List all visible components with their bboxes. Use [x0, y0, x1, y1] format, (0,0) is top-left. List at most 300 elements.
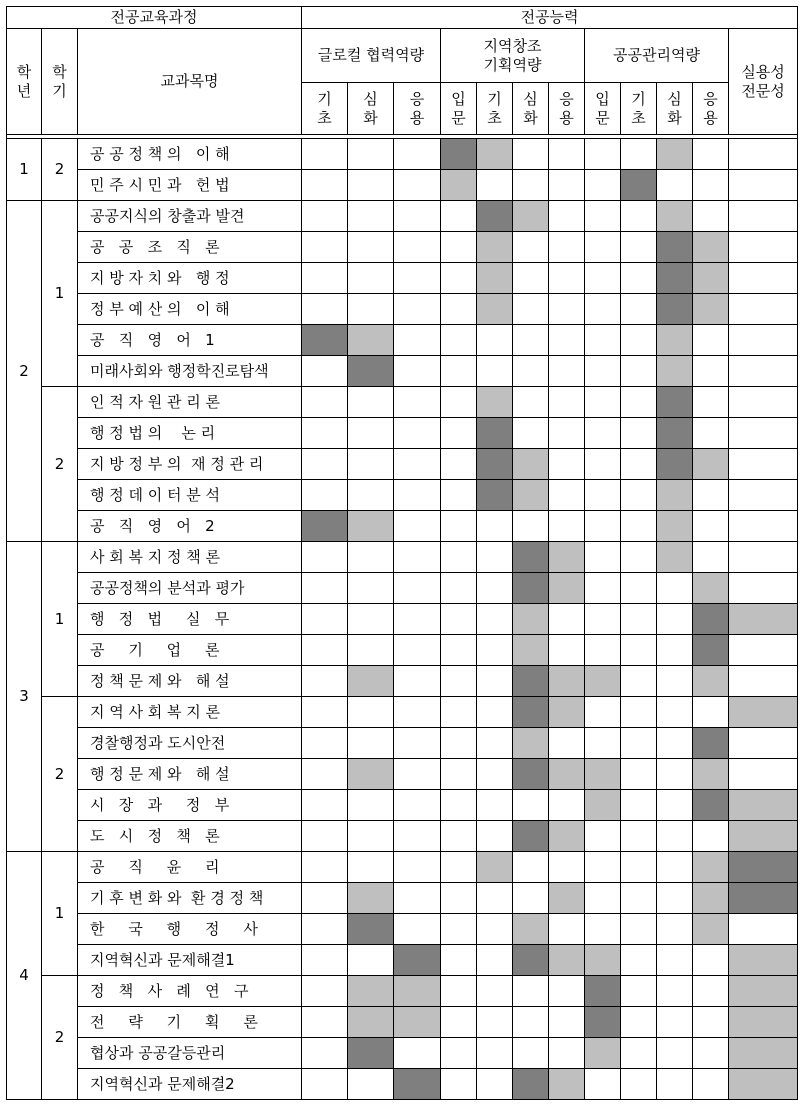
- competency-cell-empty: [477, 976, 513, 1007]
- competency-cell-empty: [549, 294, 585, 325]
- competency-cell-moderate: [693, 883, 729, 914]
- curriculum-header: 전공교육과정: [7, 7, 302, 29]
- competency-cell-strong: [513, 759, 549, 790]
- competency-cell-empty: [302, 852, 348, 883]
- practical-expertise-header: 실용성 전문성: [729, 29, 798, 135]
- course-name: 미래사회와 행정학진로탐색: [78, 356, 302, 387]
- competency-cell-empty: [693, 945, 729, 976]
- competency-cell-strong: [394, 945, 441, 976]
- competency-cell-empty: [302, 697, 348, 728]
- competency-cell-strong: [477, 480, 513, 511]
- competency-cell-empty: [693, 418, 729, 449]
- competency-cell-empty: [513, 418, 549, 449]
- competency-cell-empty: [621, 821, 657, 852]
- competency-cell-empty: [348, 790, 394, 821]
- competency-cell-empty: [441, 232, 477, 263]
- competency-cell-empty: [549, 201, 585, 232]
- competency-cell-empty: [394, 1038, 441, 1069]
- competency-cell-empty: [693, 821, 729, 852]
- course-name: 공공지식의 창출과 발견: [78, 201, 302, 232]
- competency-cell-empty: [621, 635, 657, 666]
- level-header-char: 문: [595, 108, 610, 127]
- year-cell: 3: [7, 542, 42, 852]
- course-name: 전 략 기 획 론: [78, 1007, 302, 1038]
- competency-cell-empty: [441, 759, 477, 790]
- competency-cell-empty: [477, 511, 513, 542]
- competency-cell-moderate: [585, 666, 621, 697]
- competency-cell-empty: [549, 1007, 585, 1038]
- competency-cell-empty: [729, 511, 798, 542]
- competency-cell-empty: [441, 449, 477, 480]
- competency-cell-empty: [394, 387, 441, 418]
- competency-cell-empty: [693, 511, 729, 542]
- competency-cell-empty: [441, 356, 477, 387]
- competency-cell-empty: [302, 1069, 348, 1100]
- competency-cell-empty: [657, 883, 693, 914]
- course-name: 민 주 시 민 과 헌 법: [78, 170, 302, 201]
- competency-cell-empty: [302, 263, 348, 294]
- semester-cell: 2: [42, 387, 78, 542]
- competency-cell-empty: [302, 542, 348, 573]
- regional-planning-header: 지역창조 기획역량: [441, 29, 585, 83]
- competency-cell-empty: [621, 201, 657, 232]
- competency-cell-empty: [657, 852, 693, 883]
- competency-cell-empty: [302, 790, 348, 821]
- level-header-char: 입: [451, 89, 466, 108]
- competency-cell-empty: [477, 1038, 513, 1069]
- competency-cell-empty: [441, 728, 477, 759]
- competency-cell-strong: [441, 139, 477, 170]
- course-row: [7, 697, 798, 728]
- competency-cell-empty: [657, 914, 693, 945]
- level-header-glocal-3: [394, 83, 441, 135]
- competency-cell-empty: [513, 1007, 549, 1038]
- competency-cell-empty: [513, 387, 549, 418]
- competency-cell-moderate: [394, 1007, 441, 1038]
- competency-cell-moderate: [477, 294, 513, 325]
- competency-cell-empty: [657, 976, 693, 1007]
- competency-cell-empty: [657, 759, 693, 790]
- competency-cell-moderate: [348, 666, 394, 697]
- competency-cell-empty: [513, 263, 549, 294]
- level-header-char: 심: [363, 89, 378, 108]
- competency-cell-empty: [394, 232, 441, 263]
- competency-cell-empty: [585, 573, 621, 604]
- competency-cell-strong: [693, 604, 729, 635]
- competency-cell-moderate: [513, 728, 549, 759]
- level-header-char: 심: [667, 89, 682, 108]
- competency-cell-empty: [394, 697, 441, 728]
- competency-cell-moderate: [477, 263, 513, 294]
- year-cell: 1: [7, 139, 42, 201]
- course-row: [7, 480, 798, 511]
- competency-cell-empty: [348, 945, 394, 976]
- competency-cell-empty: [585, 356, 621, 387]
- competency-cell-empty: [693, 139, 729, 170]
- competency-cell-empty: [441, 387, 477, 418]
- competency-cell-empty: [513, 852, 549, 883]
- competency-cell-empty: [585, 852, 621, 883]
- competency-cell-empty: [729, 263, 798, 294]
- competency-cell-empty: [348, 1069, 394, 1100]
- competency-cell-empty: [348, 170, 394, 201]
- course-row: [7, 294, 798, 325]
- competency-cell-moderate: [549, 759, 585, 790]
- competency-cell-empty: [621, 914, 657, 945]
- competency-cell-empty: [657, 1007, 693, 1038]
- course-row: [7, 232, 798, 263]
- course-row: [7, 883, 798, 914]
- competency-cell-empty: [302, 1038, 348, 1069]
- competency-cell-empty: [513, 325, 549, 356]
- competency-cell-empty: [348, 480, 394, 511]
- competency-cell-empty: [302, 387, 348, 418]
- competency-cell-empty: [302, 821, 348, 852]
- competency-cell-moderate: [693, 573, 729, 604]
- competency-cell-moderate: [585, 790, 621, 821]
- competency-cell-empty: [513, 976, 549, 1007]
- course-row: [7, 759, 798, 790]
- competency-cell-empty: [549, 914, 585, 945]
- competency-cell-empty: [441, 480, 477, 511]
- course-name: 한 국 행 정 사: [78, 914, 302, 945]
- competency-cell-empty: [585, 170, 621, 201]
- competency-cell-empty: [394, 201, 441, 232]
- competency-cell-empty: [477, 573, 513, 604]
- competency-cell-empty: [302, 232, 348, 263]
- course-row: [7, 790, 798, 821]
- competency-cell-moderate: [729, 790, 798, 821]
- competency-cell-empty: [621, 294, 657, 325]
- level-header-char: 용: [559, 108, 574, 127]
- competency-cell-empty: [549, 1038, 585, 1069]
- competency-cell-moderate: [513, 201, 549, 232]
- competency-cell-moderate: [549, 883, 585, 914]
- competency-cell-empty: [394, 883, 441, 914]
- year-cell: 4: [7, 852, 42, 1100]
- competency-cell-empty: [348, 418, 394, 449]
- competency-cell-empty: [394, 728, 441, 759]
- competency-cell-empty: [302, 945, 348, 976]
- competency-cell-empty: [729, 356, 798, 387]
- competency-cell-empty: [302, 914, 348, 945]
- competency-cell-empty: [394, 821, 441, 852]
- competency-cell-empty: [477, 635, 513, 666]
- competency-cell-empty: [729, 139, 798, 170]
- competency-cell-empty: [621, 728, 657, 759]
- competency-cell-empty: [302, 139, 348, 170]
- competency-cell-strong: [729, 852, 798, 883]
- competency-cell-empty: [549, 232, 585, 263]
- competency-cell-empty: [585, 1069, 621, 1100]
- course-row: [7, 542, 798, 573]
- competency-cell-empty: [394, 480, 441, 511]
- course-name: 공 직 영 어 2: [78, 511, 302, 542]
- competency-cell-empty: [302, 449, 348, 480]
- competency-cell-empty: [585, 263, 621, 294]
- competency-cell-empty: [621, 1007, 657, 1038]
- course-row: [7, 325, 798, 356]
- competency-cell-empty: [513, 356, 549, 387]
- competency-cell-empty: [729, 387, 798, 418]
- competency-cell-strong: [585, 1007, 621, 1038]
- level-header-char: 기: [631, 89, 646, 108]
- competency-cell-empty: [585, 604, 621, 635]
- competency-cell-empty: [657, 1069, 693, 1100]
- semester-cell: 2: [42, 139, 78, 201]
- course-row: [7, 573, 798, 604]
- competency-cell-moderate: [729, 821, 798, 852]
- competency-cell-empty: [302, 1007, 348, 1038]
- competency-cell-empty: [513, 511, 549, 542]
- competency-cell-empty: [348, 449, 394, 480]
- competency-cell-empty: [441, 542, 477, 573]
- level-header-glocal-2: [348, 83, 394, 135]
- competency-cell-strong: [657, 418, 693, 449]
- level-header-char: 용: [703, 108, 718, 127]
- competency-cell-empty: [348, 232, 394, 263]
- competency-cell-empty: [621, 697, 657, 728]
- course-name: 공공정책의 분석과 평가: [78, 573, 302, 604]
- competency-cell-empty: [441, 604, 477, 635]
- competency-cell-empty: [729, 232, 798, 263]
- competency-cell-moderate: [585, 945, 621, 976]
- level-header-char: 응: [409, 89, 425, 108]
- competency-cell-strong: [513, 697, 549, 728]
- course-row: [7, 604, 798, 635]
- competency-cell-moderate: [657, 201, 693, 232]
- competency-cell-empty: [657, 790, 693, 821]
- course-row: [7, 914, 798, 945]
- competency-cell-moderate: [549, 573, 585, 604]
- competency-cell-empty: [549, 728, 585, 759]
- course-name: 행 정 법 실 무: [78, 604, 302, 635]
- competency-cell-empty: [348, 697, 394, 728]
- competency-cell-strong: [394, 1069, 441, 1100]
- competency-cell-empty: [348, 201, 394, 232]
- competency-cell-empty: [549, 976, 585, 1007]
- public-management-header: 공공관리역량: [585, 29, 729, 83]
- competency-cell-empty: [302, 976, 348, 1007]
- competency-cell-empty: [348, 263, 394, 294]
- level-header-char: 응: [703, 89, 718, 108]
- competency-cell-empty: [729, 666, 798, 697]
- competency-cell-empty: [621, 1038, 657, 1069]
- competency-cell-empty: [441, 263, 477, 294]
- competency-cell-empty: [621, 666, 657, 697]
- competency-cell-strong: [657, 263, 693, 294]
- competency-cell-moderate: [348, 883, 394, 914]
- competency-cell-empty: [729, 170, 798, 201]
- competency-cell-empty: [441, 945, 477, 976]
- competency-cell-strong: [513, 1069, 549, 1100]
- competency-cell-empty: [585, 139, 621, 170]
- competency-cell-empty: [348, 852, 394, 883]
- competency-cell-strong: [657, 294, 693, 325]
- competency-cell-empty: [394, 356, 441, 387]
- competency-cell-empty: [585, 387, 621, 418]
- course-name: 공 직 윤 리: [78, 852, 302, 883]
- competency-cell-strong: [302, 325, 348, 356]
- competency-cell-strong: [513, 666, 549, 697]
- competency-cell-empty: [693, 387, 729, 418]
- competency-cell-empty: [621, 852, 657, 883]
- competency-cell-empty: [621, 387, 657, 418]
- competency-cell-empty: [549, 170, 585, 201]
- competency-cell-empty: [621, 139, 657, 170]
- competency-cell-strong: [477, 201, 513, 232]
- competency-cell-empty: [657, 573, 693, 604]
- competency-cell-moderate: [693, 294, 729, 325]
- competency-cell-moderate: [693, 914, 729, 945]
- competency-cell-empty: [302, 604, 348, 635]
- competency-cell-empty: [657, 604, 693, 635]
- competency-cell-empty: [441, 635, 477, 666]
- semester-cell: 1: [42, 542, 78, 697]
- competency-cell-empty: [549, 511, 585, 542]
- course-name: 기 후 변 화 와 환 경 정 책: [78, 883, 302, 914]
- course-name: 정 책 문 제 와 해 설: [78, 666, 302, 697]
- course-name: 지 역 사 회 복 지 론: [78, 697, 302, 728]
- competency-cell-empty: [394, 542, 441, 573]
- course-name: 행 정 법 의 논 리: [78, 418, 302, 449]
- competency-cell-empty: [693, 325, 729, 356]
- competency-cell-empty: [585, 914, 621, 945]
- course-name: 지 방 자 치 와 행 정: [78, 263, 302, 294]
- course-name: 지 방 정 부 의 재 정 관 리: [78, 449, 302, 480]
- competency-cell-empty: [549, 604, 585, 635]
- competency-cell-moderate: [477, 139, 513, 170]
- competency-cell-empty: [585, 201, 621, 232]
- competency-cell-empty: [302, 666, 348, 697]
- course-name: 행 정 데 이 터 분 석: [78, 480, 302, 511]
- competency-cell-empty: [302, 480, 348, 511]
- semester-cell: 1: [42, 852, 78, 976]
- competency-cell-empty: [621, 883, 657, 914]
- level-header-char: 화: [667, 108, 682, 127]
- competency-cell-empty: [477, 542, 513, 573]
- competency-cell-empty: [657, 1038, 693, 1069]
- course-name: 도 시 정 책 론: [78, 821, 302, 852]
- competency-cell-empty: [513, 883, 549, 914]
- course-name: 공 기 업 론: [78, 635, 302, 666]
- competency-cell-empty: [549, 449, 585, 480]
- competency-cell-strong: [729, 883, 798, 914]
- competency-cell-moderate: [348, 759, 394, 790]
- competency-cell-empty: [394, 604, 441, 635]
- competency-cell-empty: [513, 232, 549, 263]
- competency-cell-empty: [477, 914, 513, 945]
- competency-cell-empty: [441, 883, 477, 914]
- level-header-char: 심: [523, 89, 538, 108]
- competency-cell-empty: [302, 635, 348, 666]
- competency-cell-moderate: [348, 1007, 394, 1038]
- competency-cell-empty: [621, 449, 657, 480]
- competency-cell-empty: [302, 728, 348, 759]
- competency-cell-moderate: [348, 976, 394, 1007]
- competency-cell-strong: [657, 449, 693, 480]
- competency-cell-moderate: [585, 759, 621, 790]
- competency-cell-strong: [513, 542, 549, 573]
- competency-cell-moderate: [657, 356, 693, 387]
- course-name: 정 부 예 산 의 이 해: [78, 294, 302, 325]
- course-row: [7, 418, 798, 449]
- competency-cell-empty: [302, 573, 348, 604]
- competency-cell-empty: [477, 356, 513, 387]
- competency-cell-empty: [302, 418, 348, 449]
- competency-cell-strong: [513, 945, 549, 976]
- course-name: 사 회 복 지 정 책 론: [78, 542, 302, 573]
- competency-cell-empty: [549, 263, 585, 294]
- course-name: 공 공 조 직 론: [78, 232, 302, 263]
- competency-cell-empty: [348, 635, 394, 666]
- competency-cell-moderate: [549, 1069, 585, 1100]
- level-header-char: 화: [523, 108, 538, 127]
- competency-cell-empty: [657, 170, 693, 201]
- competency-cell-empty: [621, 945, 657, 976]
- competency-cell-empty: [513, 1038, 549, 1069]
- competency-cell-strong: [348, 914, 394, 945]
- level-header-regional-1: [441, 83, 477, 135]
- course-row: [7, 945, 798, 976]
- competency-cell-strong: [348, 356, 394, 387]
- competency-cell-empty: [477, 883, 513, 914]
- level-header-char: 초: [487, 108, 502, 127]
- competency-cell-empty: [348, 294, 394, 325]
- level-header-regional-2: [477, 83, 513, 135]
- competency-cell-empty: [394, 635, 441, 666]
- competency-cell-empty: [513, 790, 549, 821]
- competency-cell-strong: [657, 387, 693, 418]
- competency-cell-empty: [621, 790, 657, 821]
- competency-cell-empty: [729, 201, 798, 232]
- competency-cell-moderate: [729, 604, 798, 635]
- competency-cell-moderate: [729, 1038, 798, 1069]
- competency-cell-strong: [477, 418, 513, 449]
- competency-cell-empty: [549, 852, 585, 883]
- competency-cell-moderate: [657, 542, 693, 573]
- competency-cell-empty: [585, 542, 621, 573]
- competency-cell-empty: [477, 1007, 513, 1038]
- competency-cell-strong: [302, 511, 348, 542]
- competency-cell-empty: [693, 1007, 729, 1038]
- competency-cell-empty: [549, 139, 585, 170]
- competency-cell-moderate: [513, 635, 549, 666]
- level-header-char: 기: [487, 89, 502, 108]
- competency-cell-moderate: [693, 232, 729, 263]
- level-header-regional-3: [513, 83, 549, 135]
- competency-cell-empty: [302, 883, 348, 914]
- competency-cell-empty: [441, 1069, 477, 1100]
- competency-cell-empty: [348, 139, 394, 170]
- competency-cell-moderate: [657, 480, 693, 511]
- competency-cell-empty: [513, 294, 549, 325]
- competency-cell-moderate: [693, 759, 729, 790]
- competency-header: 전공능력: [302, 7, 798, 29]
- curriculum-competency-table: [6, 6, 798, 1100]
- course-row: [7, 976, 798, 1007]
- glocal-cooperation-header: 글로컬 협력역량: [302, 29, 441, 83]
- year-header: 학 년: [7, 29, 42, 135]
- level-header-char: 문: [451, 108, 466, 127]
- competency-cell-empty: [729, 635, 798, 666]
- course-row: [7, 511, 798, 542]
- competency-cell-empty: [441, 1007, 477, 1038]
- competency-cell-moderate: [657, 511, 693, 542]
- competency-cell-empty: [302, 356, 348, 387]
- competency-cell-empty: [621, 263, 657, 294]
- level-header-public-2: [621, 83, 657, 135]
